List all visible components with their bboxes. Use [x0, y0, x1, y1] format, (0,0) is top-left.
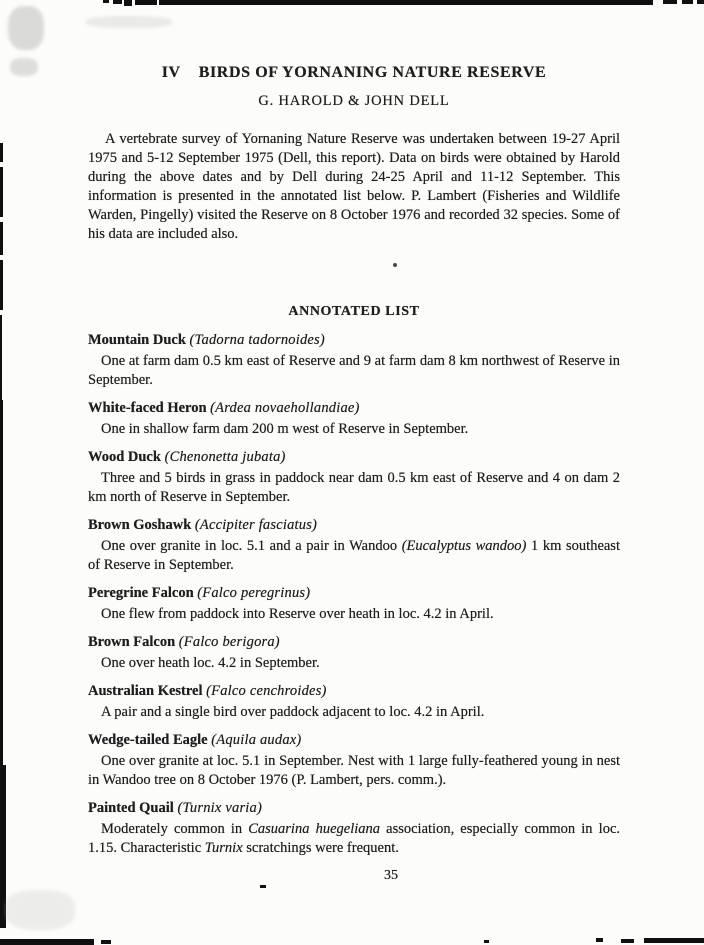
species-heading — [88, 399, 620, 418]
scan-artifact-bottom-bar — [0, 939, 94, 945]
species-entry — [88, 448, 620, 507]
scan-artifact-left-line — [0, 167, 3, 217]
scan-artifact-top-bar — [682, 0, 693, 4]
species-description: One over granite in loc. 5.1 and a pair in Wandoo (Eucalyptus wandoo) 1 km southeast of Reserve in September. — [88, 538, 620, 573]
species-description: One at farm dam 0.5 km east of Reserve and 9 at farm dam 8 km northwest of Reserve in September. — [88, 353, 620, 388]
article-number: IV — [161, 64, 181, 81]
species-scientific-name: (Aquila audax) — [211, 732, 302, 748]
species-entry — [88, 633, 620, 673]
scan-artifact-left-line — [0, 143, 3, 162]
species-description: One in shallow farm dam 200 m west of Reserve in September. — [101, 421, 469, 437]
species-heading — [88, 516, 620, 535]
species-heading — [88, 682, 620, 701]
scan-artifact-left-line — [0, 400, 3, 765]
scan-smudge — [10, 58, 38, 76]
species-description: One over heath loc. 4.2 in September. — [101, 655, 320, 671]
species-entry — [88, 799, 620, 858]
species-scientific-name: (Chenonetta jubata) — [164, 449, 286, 465]
scan-artifact-left-line — [0, 260, 3, 310]
species-common-name: Peregrine Falcon — [88, 585, 194, 601]
scan-artifact-bottom-bar — [484, 940, 489, 943]
scan-artifact-top-bar — [697, 0, 704, 4]
scan-artifact-bottom-bar — [101, 940, 111, 944]
species-scientific-name: (Accipiter fasciatus) — [194, 517, 318, 533]
species-description: Three and 5 birds in grass in paddock near dam 0.5 km east of Reserve and 4 on dam 2 km north of Reserve in September. — [88, 470, 620, 505]
scan-artifact-left-line — [0, 222, 3, 255]
species-common-name: Wedge-tailed Eagle — [88, 732, 208, 748]
species-entry — [88, 584, 620, 624]
species-heading — [88, 448, 620, 467]
species-heading — [88, 633, 620, 652]
species-scientific-name: (Turnix varia) — [177, 800, 262, 816]
species-description: One over granite at loc. 5.1 in September. Nest with 1 large fully-feathered young in nest in Wandoo tree on 8 October 1976 (P. Lambert, pers. comm.). — [88, 753, 620, 788]
species-common-name: Painted Quail — [88, 800, 174, 816]
annotated-list — [88, 331, 620, 858]
species-entry — [88, 331, 620, 390]
species-common-name: Wood Duck — [88, 449, 161, 465]
species-common-name: Brown Goshawk — [88, 517, 192, 533]
authors-line: G. HAROLD & JOHN DELL — [258, 93, 450, 109]
intro-paragraph: A vertebrate survey of Yornaning Nature Reserve was undertaken between 19-27 April 1975 and 5-12 September 1975 (Dell, this report). Data on birds were obtained by Harold during the above dates and by Dell during 24-25 April and 11-12 September. This information is presented in the annotated list below. P. Lambert (Fisheries and Wildlife Warden, Pingelly) visited the Reserve on 8 October 1976 and recorded 32 species. Some of his data are included also. — [88, 131, 620, 242]
scan-smudge — [5, 890, 75, 930]
species-entry — [88, 731, 620, 790]
species-scientific-name: (Falco peregrinus) — [197, 585, 311, 601]
species-common-name: Mountain Duck — [88, 332, 186, 348]
species-heading — [88, 584, 620, 603]
species-entry — [88, 682, 620, 722]
section-heading: ANNOTATED LIST — [288, 304, 420, 319]
scan-artifact-left-line — [0, 315, 2, 400]
species-description: A pair and a single bird over paddock adjacent to loc. 4.2 in April. — [101, 704, 485, 720]
page-number: 35 — [384, 868, 398, 883]
species-common-name: Australian Kestrel — [88, 683, 203, 699]
scan-artifact-speck — [260, 885, 266, 888]
species-scientific-name: (Tadorna tadornoides) — [189, 332, 325, 348]
scan-smudge — [8, 6, 44, 50]
species-heading — [88, 331, 620, 350]
species-scientific-name: (Falco cenchroides) — [206, 683, 327, 699]
species-common-name: White-faced Heron — [88, 400, 207, 416]
article-title-text: BIRDS OF YORNANING NATURE RESERVE — [198, 64, 547, 81]
species-entry — [88, 399, 620, 439]
scan-artifact-bottom-bar — [644, 938, 704, 943]
species-description: Moderately common in Casuarina huegeliana association, especially common in loc. 1.15. Characteristic Turnix scratchings were frequent. — [88, 821, 621, 856]
species-heading — [88, 731, 620, 750]
scan-artifact-bottom-bar — [621, 939, 634, 943]
species-common-name: Brown Falcon — [88, 634, 176, 650]
scan-artifact-bottom-bar — [596, 938, 603, 942]
article-title — [88, 63, 620, 83]
species-scientific-name: (Falco berigora) — [178, 634, 280, 650]
species-scientific-name: (Ardea novaehollandiae) — [210, 400, 360, 416]
species-description: One flew from paddock into Reserve over heath in loc. 4.2 in April. — [101, 606, 494, 622]
page-content — [88, 0, 620, 885]
species-entry — [88, 516, 620, 575]
scan-artifact-top-bar — [663, 0, 677, 4]
species-heading — [88, 799, 620, 818]
